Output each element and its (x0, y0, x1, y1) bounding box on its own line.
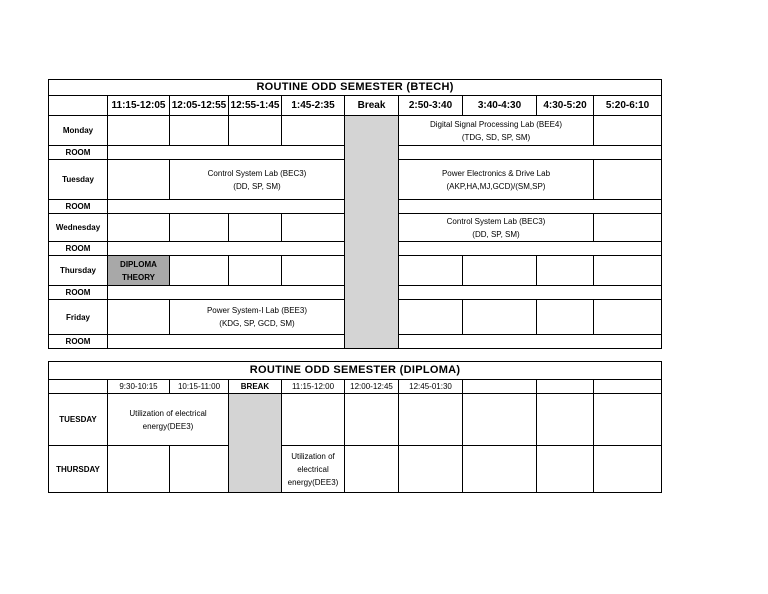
header-slot-9: 5:20-6:10 (594, 96, 662, 116)
day-tuesday: TUESDAY (49, 394, 108, 446)
header-slot-4: 1:45-2:35 (282, 96, 345, 116)
row-diploma-thursday (49, 446, 662, 493)
room-label: ROOM (49, 242, 108, 256)
tuesday-power-electronics-lab: Power Electronics & Drive Lab (AKP,HA,MJ,GCD)/(SM,SP) (399, 160, 594, 200)
friday-power-system-lab: Power System-I Lab (BEE3) (KDG, SP, GCD, SM) (170, 300, 345, 335)
day-thursday: THURSDAY (49, 446, 108, 493)
day-thursday: Thursday (49, 256, 108, 286)
diploma-routine-table (48, 361, 662, 493)
monday-dsp-lab: Digital Signal Processing Lab (BEE4) (TDG, SD, SP, SM) (399, 116, 594, 146)
break-column (229, 394, 282, 493)
room-label: ROOM (49, 286, 108, 300)
header-slot-2: 10:15-11:00 (170, 380, 229, 394)
btech-table-title: ROUTINE ODD SEMESTER (BTECH) (49, 80, 662, 96)
btech-header-row (49, 96, 662, 116)
day-tuesday: Tuesday (49, 160, 108, 200)
header-slot-7: 3:40-4:30 (463, 96, 537, 116)
room-label: ROOM (49, 200, 108, 214)
header-slot-3: 12:55-1:45 (229, 96, 282, 116)
day-wednesday: Wednesday (49, 214, 108, 242)
wednesday-control-lab: Control System Lab (BEC3) (DD, SP, SM) (399, 214, 594, 242)
header-slot-1: 11:15-12:05 (108, 96, 170, 116)
day-friday: Friday (49, 300, 108, 335)
tuesday-control-lab: Control System Lab (BEC3) (DD, SP, SM) (170, 160, 345, 200)
header-break: Break (345, 96, 399, 116)
header-blank (49, 96, 108, 116)
diploma-table-title: ROUTINE ODD SEMESTER (DIPLOMA) (49, 362, 662, 380)
header-blank (49, 380, 108, 394)
thursday-diploma-theory: DIPLOMA THEORY (108, 256, 170, 286)
header-break: BREAK (229, 380, 282, 394)
header-slot-4: 11:15-12:00 (282, 380, 345, 394)
row-diploma-tuesday (49, 394, 662, 446)
day-monday: Monday (49, 116, 108, 146)
header-slot-5: 12:00-12:45 (345, 380, 399, 394)
break-column (345, 116, 399, 349)
room-label: ROOM (49, 146, 108, 160)
btech-routine-table (48, 79, 662, 349)
header-slot-1: 9:30-10:15 (108, 380, 170, 394)
header-slot-6: 2:50-3:40 (399, 96, 463, 116)
row-monday (49, 116, 662, 146)
header-slot-2: 12:05-12:55 (170, 96, 229, 116)
thursday-utilization-class: Utilization of electrical energy(DEE3) (282, 446, 345, 493)
room-label: ROOM (49, 335, 108, 349)
tuesday-utilization-class: Utilization of electrical energy(DEE3) (108, 394, 229, 446)
header-slot-8: 4:30-5:20 (537, 96, 594, 116)
diploma-header-row (49, 380, 662, 394)
header-slot-6: 12:45-01:30 (399, 380, 463, 394)
